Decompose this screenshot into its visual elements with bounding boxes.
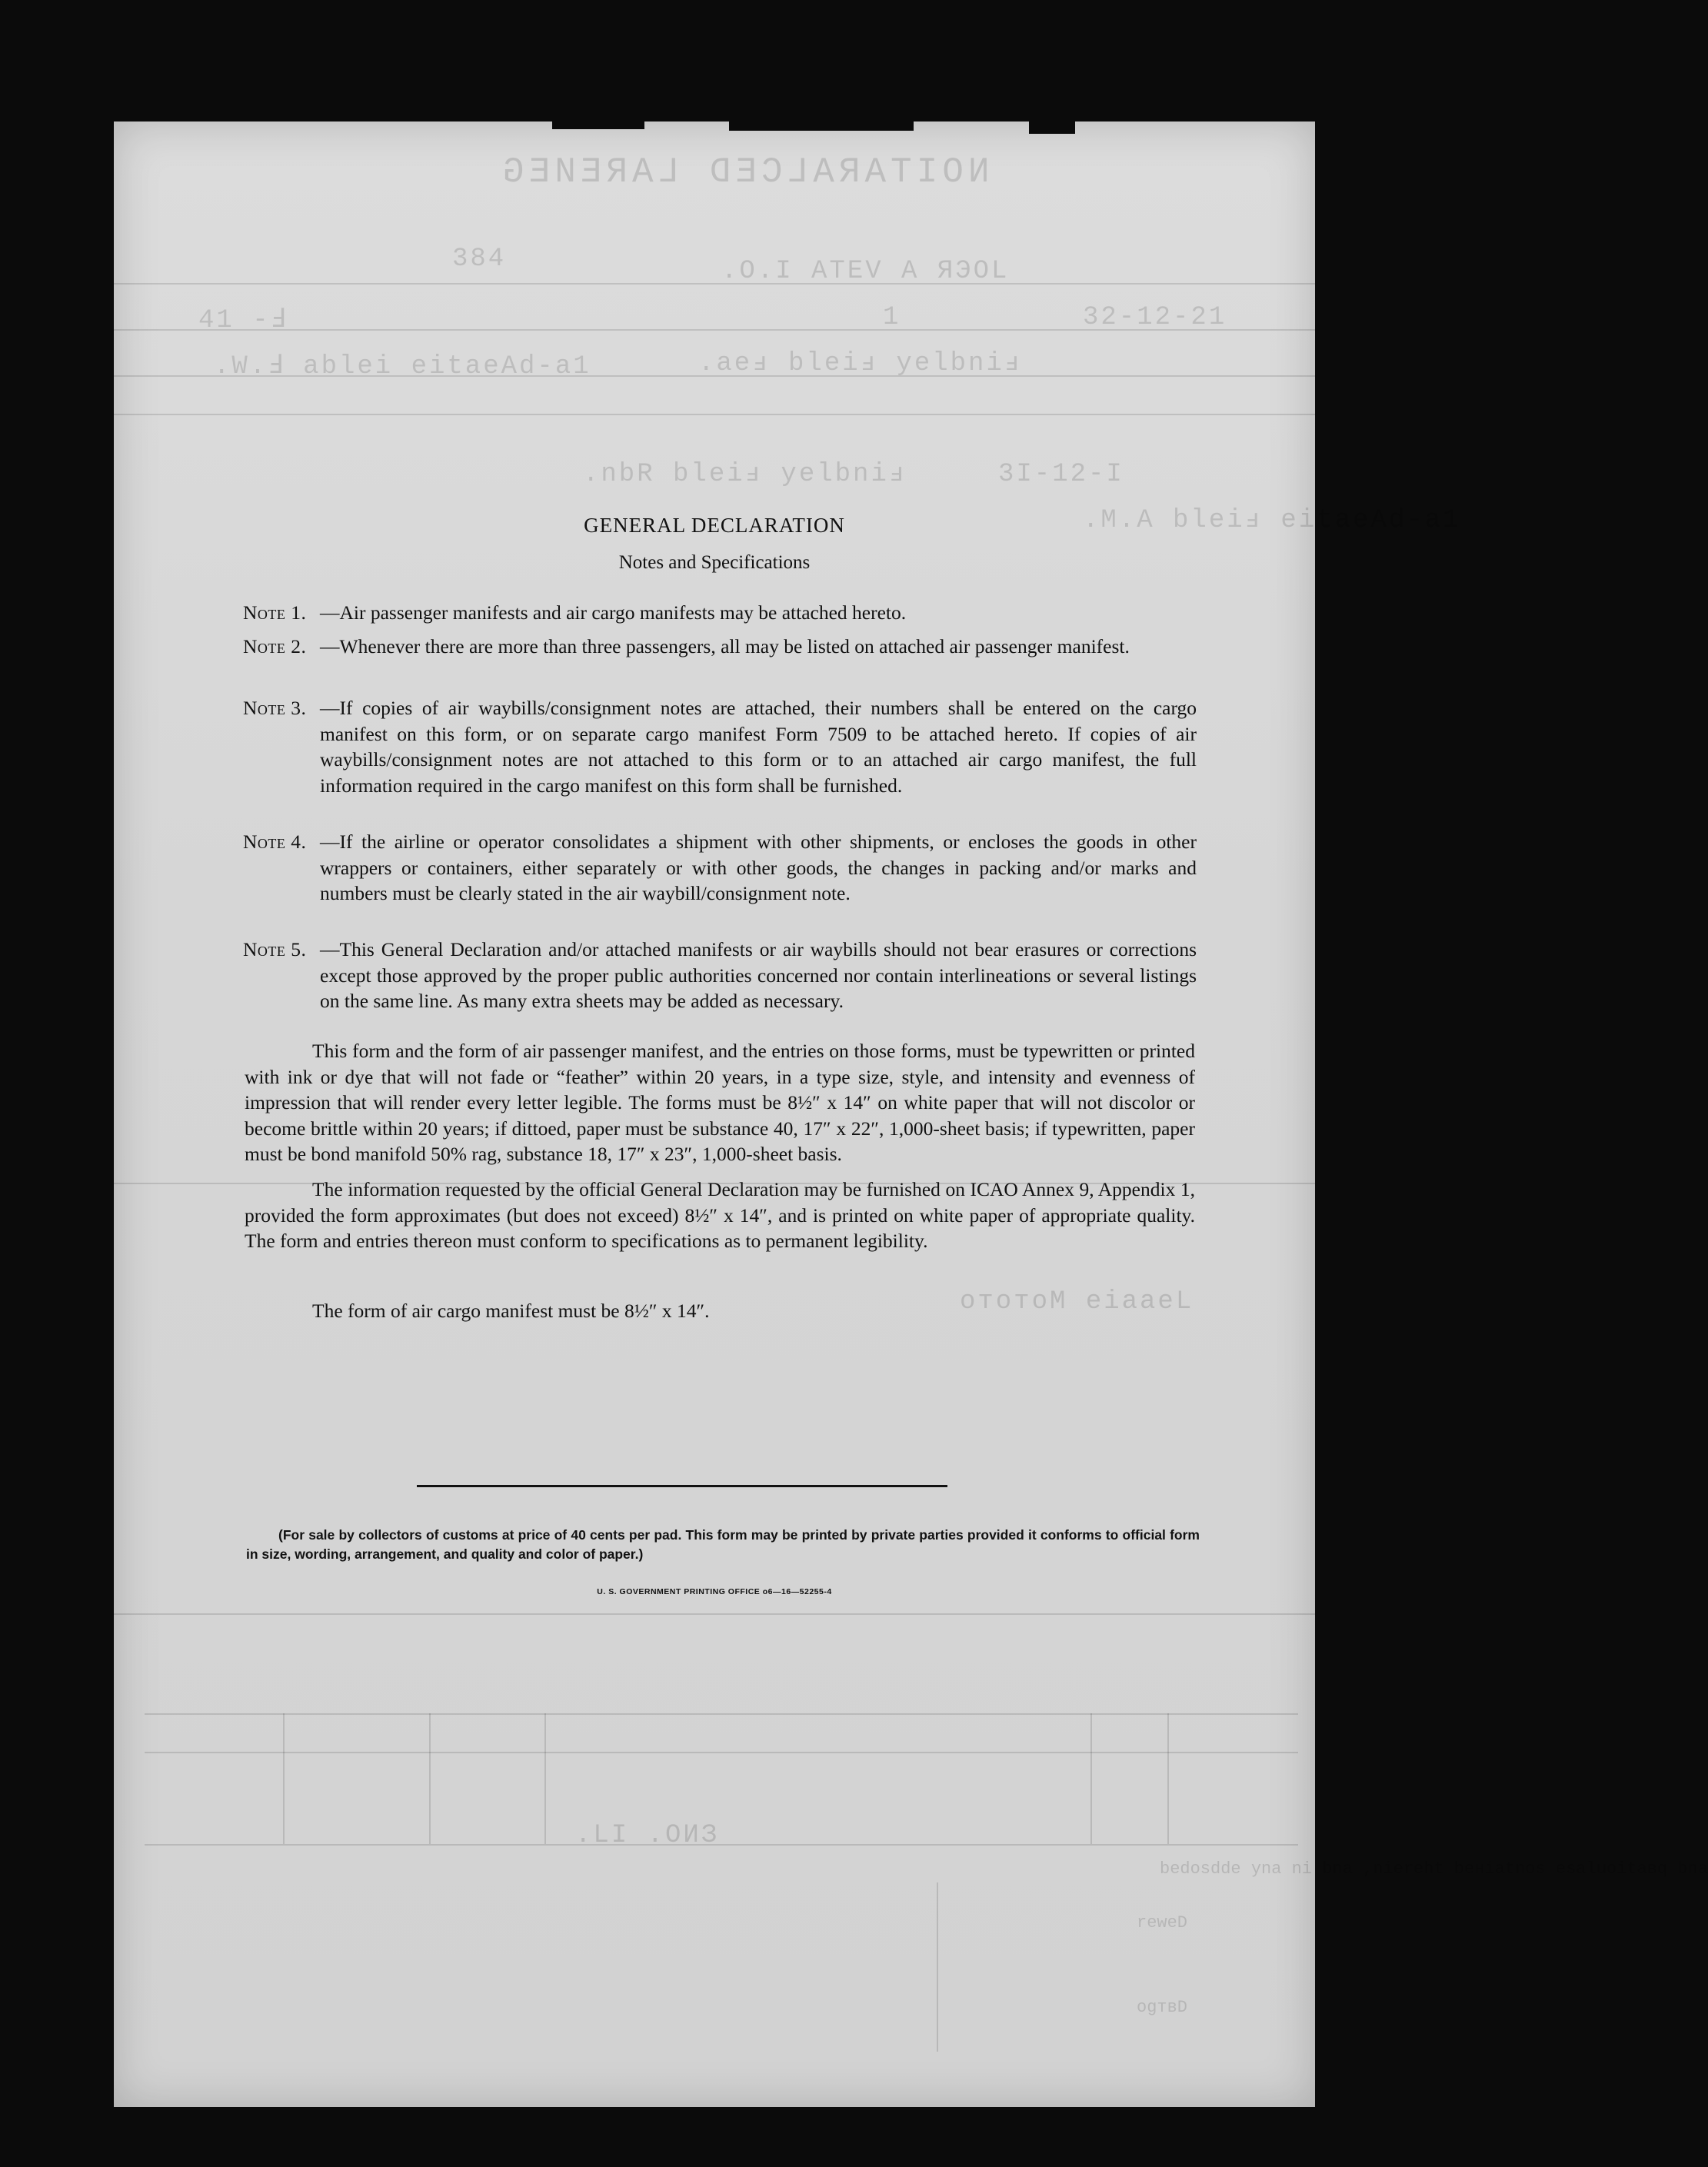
bleed-through: .W.Ⅎ ablei eitaeAd-a1: [214, 352, 591, 381]
bleed-through: ogтвD: [1137, 1998, 1188, 2017]
note-5: [243, 937, 1197, 1014]
bleed-through: 1: [883, 303, 901, 332]
icao-paragraph: The information requested by the official General Declaration may be furnished on ICAO Annex 9, Appendix 1, provided the form approximates (but does not exceed) 8½″ x 14″, and is printed on white paper of appropriate quality. The form and entries thereon must conform to specifications as to permanent legibility.: [245, 1178, 1195, 1252]
divider-rule: [417, 1485, 947, 1487]
page-title: GENERAL DECLARATION: [584, 514, 845, 537]
bleed-through: 41 -Ⅎ: [198, 306, 288, 335]
note-text: —This General Declaration and/or attached manifests or air waybills should not bear erasures or corrections except those approved by the proper public authorities concerned nor contain interlineations or several listings on the same line. As many extra sheets may be added as necessary.: [320, 938, 1197, 1012]
note-label: Note 5.: [243, 938, 307, 960]
note-text: —Whenever there are more than three passengers, all may be listed on attached air passenger manifest.: [320, 635, 1130, 657]
note-2: [243, 634, 1197, 660]
bleed-through: .LI .ОИЗ: [575, 1821, 720, 1850]
note-label: Note 4.: [243, 831, 307, 853]
bleed-through: .O.I ATEV A ЯЭOL: [721, 257, 1010, 286]
document-page: [114, 121, 1708, 2107]
note-text: —Air passenger manifests and air cargo manifests may be attached hereto.: [320, 601, 907, 624]
note-label: Note 1.: [243, 601, 307, 624]
note-3: [243, 695, 1197, 798]
bleed-through: 3I-12-I: [998, 460, 1124, 489]
sale-notice: (For sale by collectors of customs at price of 40 cents per pad. This form may be printed by private parties provided it conforms to official form in size, wording, arrangement, and quality and color of paper.): [246, 1527, 1200, 1562]
document-content: [114, 121, 1315, 2107]
note-text: —If copies of air waybills/consignment notes are attached, their numbers shall be entered on the cargo manifest on this form, or on separate cargo manifest Form 7509 to be attached hereto. If copies of air waybills/consignment notes are not attached to this form or to an attached air cargo manifest, the full information required in the cargo manifest on this form shall be furnished.: [320, 697, 1197, 797]
bleed-through: 32-12-21: [1083, 303, 1227, 332]
bleed-through: 384: [452, 245, 507, 274]
bleed-through: bedosdde ynа ni bna ,niereht bенiatnos esaluoitaвq bna: [1160, 1859, 1708, 1879]
bleed-through: reweD: [1137, 1913, 1188, 1932]
bleed-through: NOITARALCED LAREИEG: [498, 152, 990, 192]
bleed-through: .M.A bleiⅎ eitaeAd-a1: [1083, 506, 1461, 535]
bleed-through: oтoтoΜ eiaaeL: [960, 1287, 1194, 1317]
note-label: Note 3.: [243, 697, 307, 719]
bleed-through: .nbR bleiⅎ yelbniⅎ: [583, 460, 907, 489]
page-subtitle: Notes and Specifications: [618, 552, 811, 573]
cargo-size-paragraph: The form of air cargo manifest must be 8½″ x 14″.: [312, 1300, 710, 1322]
note-text: —If the airline or operator consolidates a shipment with other shipments, or encloses the goods in other wrappers or containers, either separately or with other goods, the changes in packing and/or marks and numbers must be clearly stated in the air waybill/consignment note.: [320, 831, 1197, 904]
bleed-through: .aeⅎ bleiⅎ yelbniⅎ: [698, 349, 1023, 378]
printer-line: U. S. GOVERNMENT PRINTING OFFICE o6—16—52255-4: [597, 1587, 832, 1596]
note-label: Note 2.: [243, 635, 307, 657]
note-4: [243, 829, 1197, 907]
specification-paragraph: This form and the form of air passenger manifest, and the entries on those forms, must be typewritten or printed with ink or dye that will not fade or “feather” within 20 years, in a type size, style, and intensity and evenness of impression that will render every letter legible. The forms must be 8½″ x 14″ on white paper that will not discolor or become brittle within 20 years; if dittoed, paper must be substance 40, 17″ x 22″, 1,000-sheet basis; if typewritten, paper must be bond manifold 50% rag, substance 18, 17″ x 23″, 1,000-sheet basis.: [245, 1040, 1195, 1165]
note-1: [243, 600, 1197, 626]
